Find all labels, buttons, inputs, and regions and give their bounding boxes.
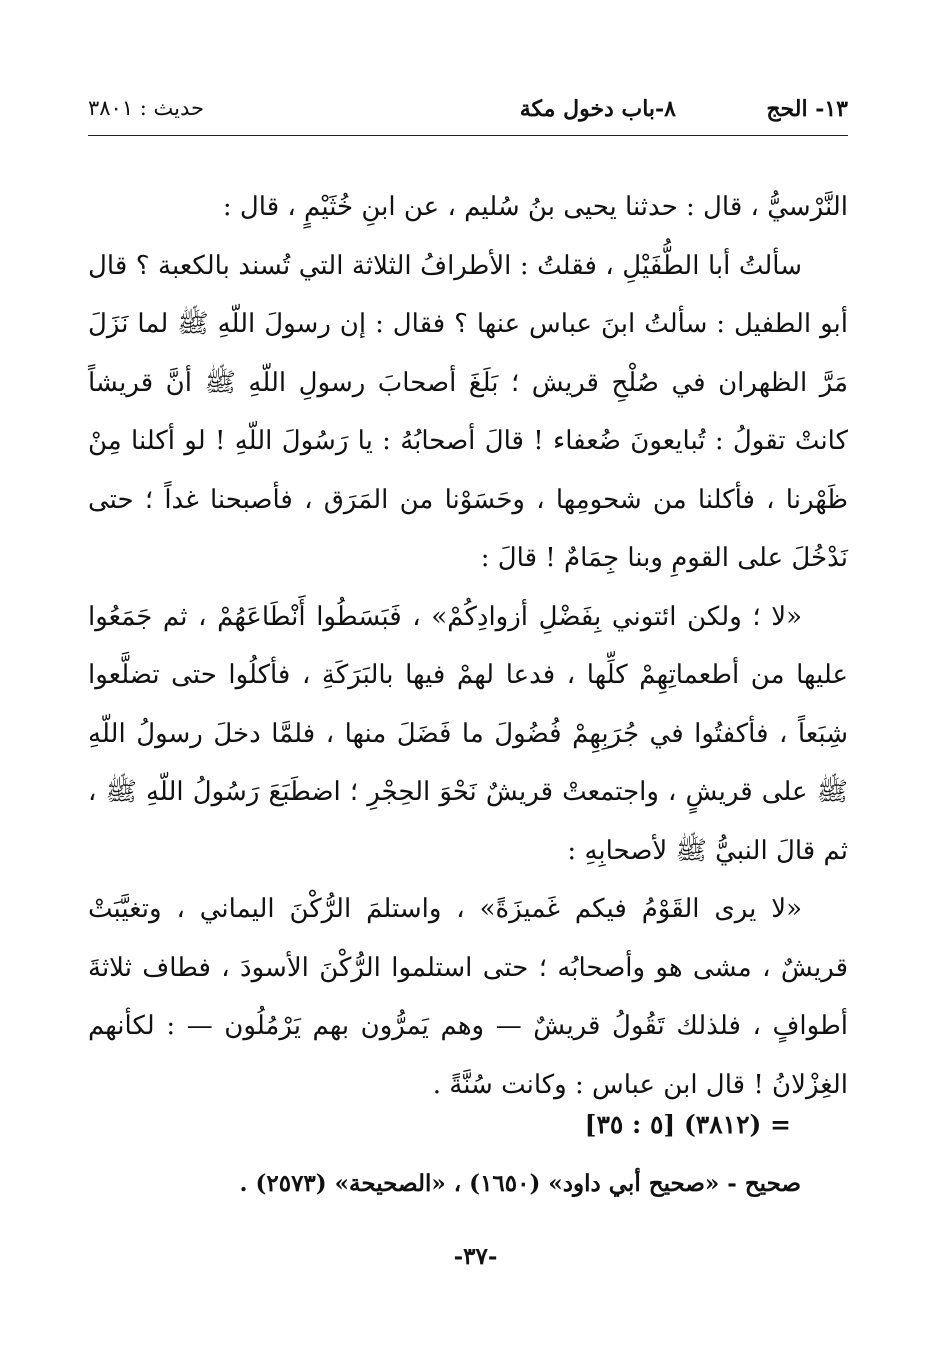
hadith-grading: صحيح - «صحيح أبي داود» (١٦٥٠) ، «الصحيحة» (٢٥٧٣) . xyxy=(239,1170,801,1197)
text-paragraph: سألتُ أبا الطُّفَيْلِ ، فقلتُ : الأطرافُ الثلاثة التي تُسند بالكعبة ؟ قال أبو الطفيل : سألتُ ابنَ عباس عنها ؟ فقال : إن رسولَ اللّهِ ﷺ لما نَزَلَ مَرَّ الظهران في صُلْحِ قريش ؛ بَلَغَ أصحابَ رسولِ اللّهِ ﷺ أنَّ قريشاً كانتْ تقولُ : تُبايعونَ ضُعفاء ! قالَ أصحابُهُ : يا رَسُولَ اللّهِ ! لو أكلنا مِنْ ظَهْرنا ، فأكلنا من شحومِها ، وحَسَوْنا من المَرَق ، فأصبحنا غداً ؛ حتى نَدْخُلَ على القومِ وبنا جِمَامٌ ! قالَ : xyxy=(88,250,848,573)
hadith-text xyxy=(88,178,848,1114)
hadith-number: حديث : ٣٨٠١ xyxy=(88,96,205,120)
page-number: -٣٧- xyxy=(453,1243,498,1270)
header-divider xyxy=(88,135,848,136)
text-paragraph: «لا ؛ ولكن ائتوني بِفَضْلِ أزوادِكُمْ» ، فَبَسَطُوا أَنْطَاعَهُمْ ، ثم جَمَعُوا عليها من أطعماتِهِمْ كلِّها ، فدعا لهمْ فيها بالبَرَكَةِ ، فأكلُوا حتى تضلَّعوا شِبَعاً ، فأكفتُوا في جُرَبِهِمْ فُضُولَ ما فَضَلَ منها ، فلمَّا دخلَ رسولُ اللّهِ ﷺ على قريشٍ ، واجتمعتْ قريشٌ نَحْوَ الحِجْرِ ؛ اضطَبَعَ رَسُولُ اللّهِ ﷺ ، ثم قالَ النبيُّ ﷺ لأصحابِهِ : xyxy=(88,601,848,866)
text-paragraph: «لا يرى القَوْمُ فيكم غَميزَةً» ، واستلمَ الرُّكْنَ اليماني ، وتغيَّبَتْ قريشٌ ، مشى هو وأصحابُه ؛ حتى استلموا الرُّكْنَ الأسودَ ، فطاف ثلاثةَ أطوافٍ ، فلذلك تَقُولُ قريشٌ — وهم يَمرُّون بهم يَرْمُلُون — : لكأنهم الغِزْلانُ ! قال ابن عباس : وكانت سُنَّةً . xyxy=(88,894,848,1100)
chapter-title: ١٣- الحج xyxy=(766,96,848,122)
section-title: ٨-باب دخول مكة xyxy=(519,96,676,122)
text-paragraph: النَّرْسيُّ ، قال : حدثنا يحيى بنُ سُليم ، عن ابنِ خُثَيْمٍ ، قال : xyxy=(222,192,848,222)
running-header xyxy=(88,96,848,132)
hadith-reference: = (٣٨١٢) [٥ : ٣٥] xyxy=(584,1110,791,1139)
